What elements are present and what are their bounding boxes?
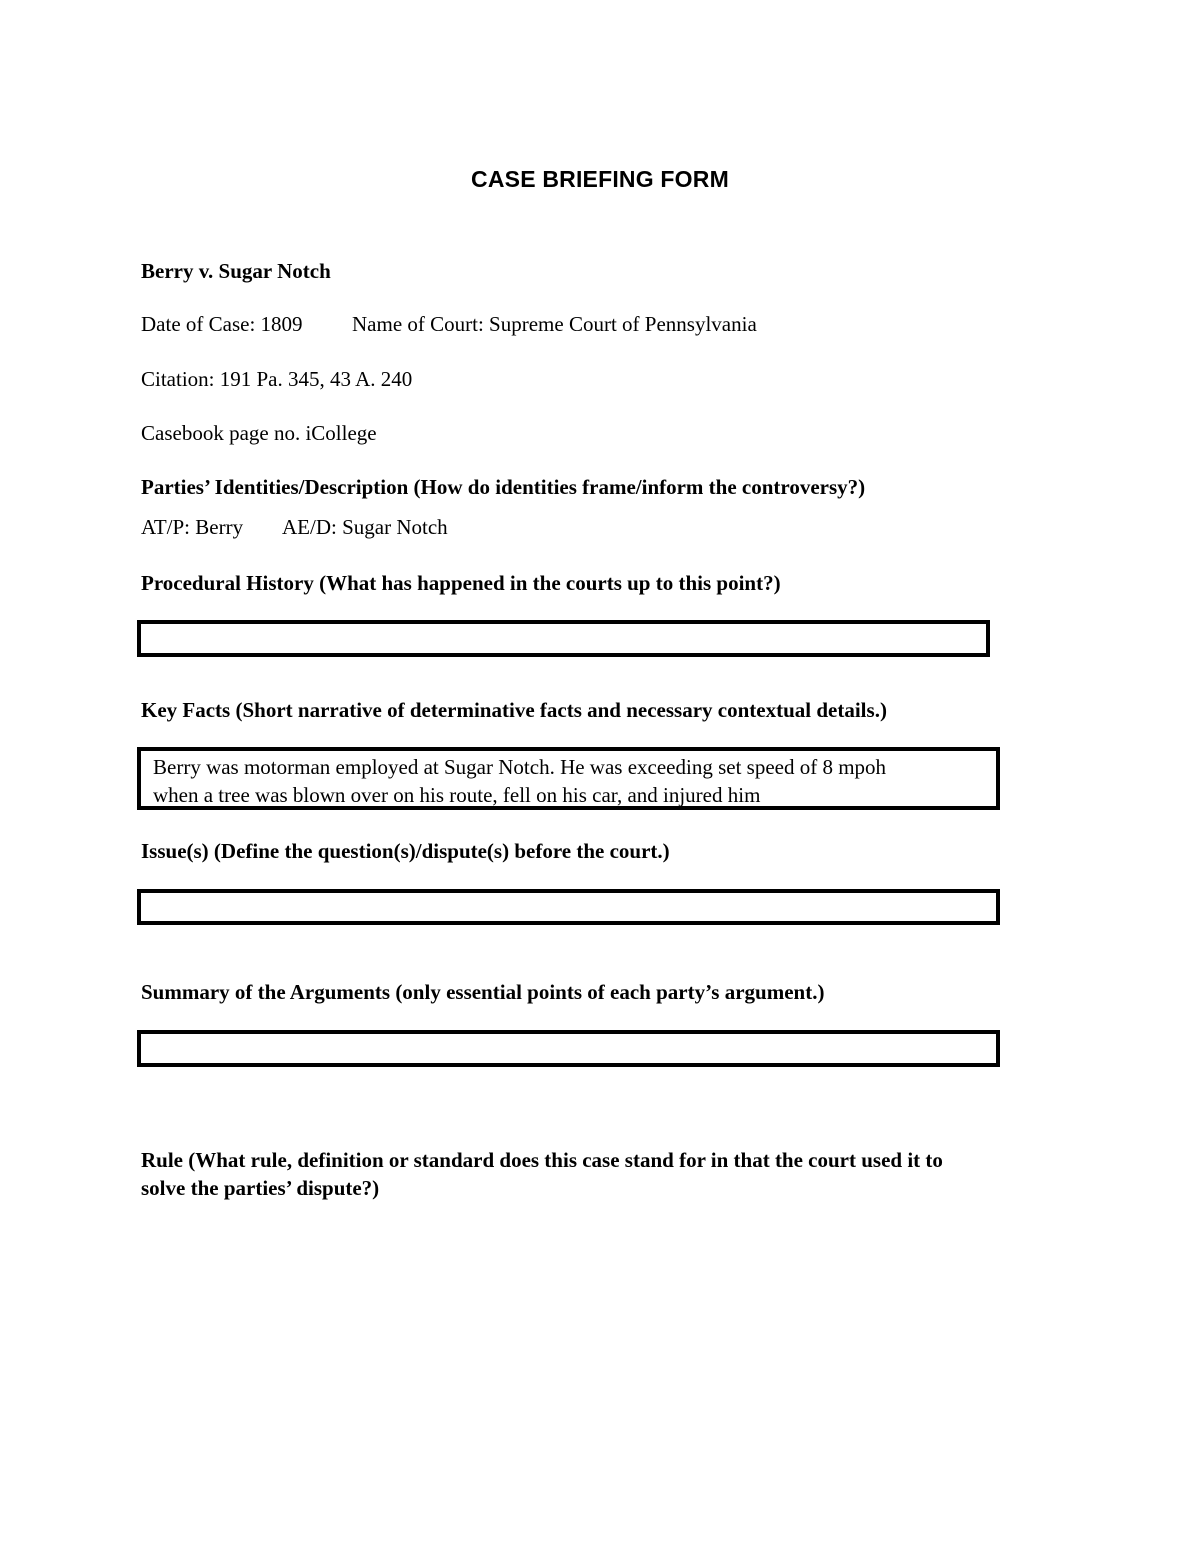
key-facts-field[interactable] <box>137 747 1000 810</box>
casebook-page: Casebook page no. iCollege <box>141 421 377 445</box>
issues-heading: Issue(s) (Define the question(s)/dispute(s) before the court.) <box>141 839 670 863</box>
case-name: Berry v. Sugar Notch <box>141 259 331 283</box>
key-facts-line-2: when a tree was blown over on his route, fell on his car, and injured him <box>153 783 761 807</box>
date-of-case: Date of Case: 1809 <box>141 312 303 336</box>
issues-field[interactable] <box>137 889 1000 925</box>
arguments-heading: Summary of the Arguments (only essential points of each party’s argument.) <box>141 980 825 1004</box>
rule-heading-line-2: solve the parties’ dispute?) <box>141 1176 380 1200</box>
procedural-history-field[interactable] <box>137 620 990 657</box>
name-of-court: Name of Court: Supreme Court of Pennsylvania <box>352 312 757 336</box>
procedural-history-heading: Procedural History (What has happened in the courts up to this point?) <box>141 571 781 595</box>
appellant-party: AT/P: Berry <box>141 515 244 539</box>
rule-heading-line-1: Rule (What rule, definition or standard does this case stand for in that the court used it to <box>141 1148 943 1172</box>
form-title: CASE BRIEFING FORM <box>471 166 729 192</box>
key-facts-line-1: Berry was motorman employed at Sugar Notch. He was exceeding set speed of 8 mpoh <box>153 755 887 779</box>
arguments-field[interactable] <box>137 1030 1000 1067</box>
key-facts-heading: Key Facts (Short narrative of determinative facts and necessary contextual details.) <box>141 698 887 722</box>
citation: Citation: 191 Pa. 345, 43 A. 240 <box>141 367 413 391</box>
appellee-party: AE/D: Sugar Notch <box>282 515 448 539</box>
parties-heading: Parties’ Identities/Description (How do identities frame/inform the controversy?) <box>141 475 866 499</box>
